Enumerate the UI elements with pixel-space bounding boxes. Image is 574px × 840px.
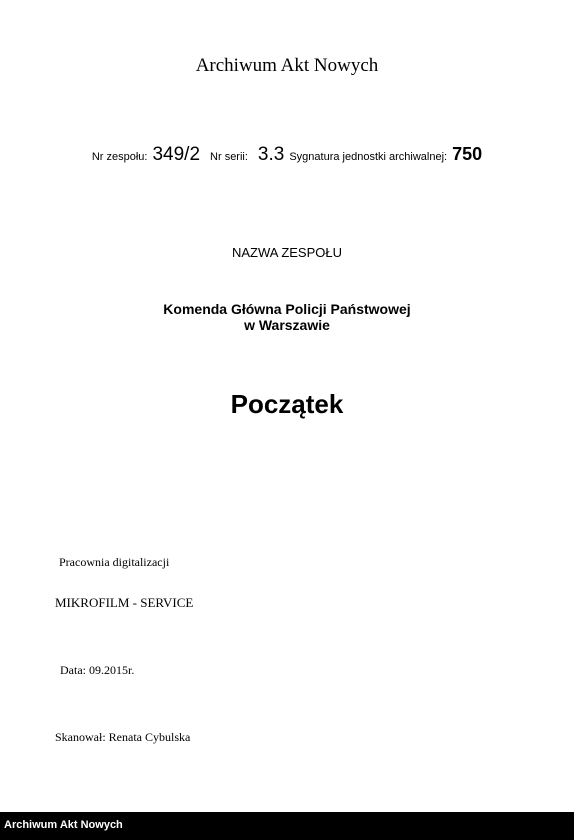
signature-line [0, 144, 574, 166]
series-number-label: Nr serii: [210, 151, 248, 163]
footer-bar [0, 812, 574, 840]
digitization-lab-label: Pracownia digitalizacji [59, 555, 170, 569]
unit-signature-value: 750 [452, 144, 483, 164]
document-title: Początek [230, 389, 344, 419]
scanned-by: Skanował: Renata Cybulska [55, 730, 191, 744]
fonds-number-value: 349/2 [152, 144, 201, 165]
fonds-number-label: Nr zespołu: [91, 151, 148, 163]
footer-archive-name: Archiwum Akt Nowych [4, 819, 123, 831]
unit-signature-label: Sygnatura jednostki archiwalnej: [289, 151, 448, 163]
fonds-name-line-2: w Warszawie [244, 317, 330, 333]
archive-title: Archiwum Akt Nowych [195, 55, 379, 76]
digitization-lab-name: MIKROFILM - SERVICE [55, 595, 194, 610]
series-number-value: 3.3 [257, 144, 285, 165]
scan-date: Data: 09.2015r. [60, 663, 135, 677]
fonds-heading: NAZWA ZESPOŁU [231, 245, 343, 260]
fonds-name [0, 301, 574, 333]
fonds-name-line-1: Komenda Główna Policji Państwowej [163, 301, 411, 317]
